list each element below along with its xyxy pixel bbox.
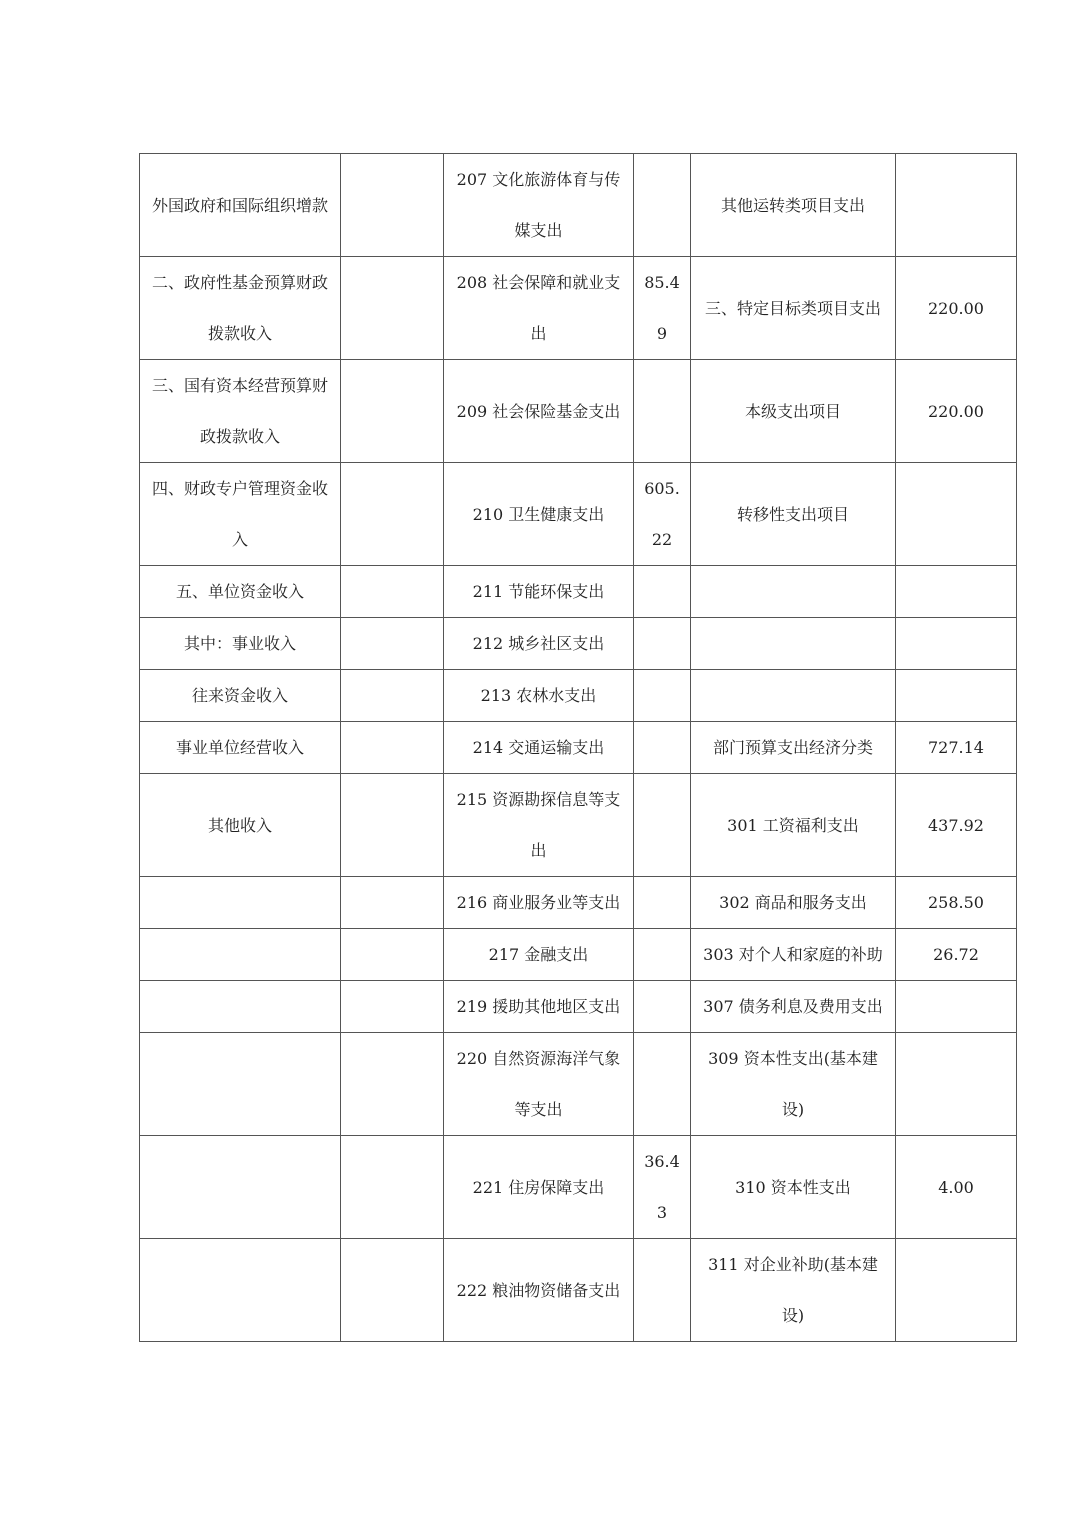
expense-function-cell: 222 粮油物资储备支出: [444, 1239, 634, 1342]
expense-project-cell: 307 债务利息及费用支出: [691, 981, 896, 1033]
expense-function-amount-cell: [634, 670, 691, 722]
income-item-cell: 往来资金收入: [140, 670, 341, 722]
expense-function-cell: 209 社会保险基金支出: [444, 360, 634, 463]
income-item-cell: 事业单位经营收入: [140, 722, 341, 774]
expense-project-cell: 302 商品和服务支出: [691, 877, 896, 929]
expense-function-amount-cell: [634, 877, 691, 929]
expense-function-cell: 216 商业服务业等支出: [444, 877, 634, 929]
table-row: [140, 1033, 1017, 1136]
income-amount-cell: [341, 566, 444, 618]
expense-function-amount-cell: [634, 774, 691, 877]
expense-project-cell: 本级支出项目: [691, 360, 896, 463]
expense-function-amount-cell: [634, 154, 691, 257]
income-amount-cell: [341, 360, 444, 463]
expense-function-amount-cell: [634, 618, 691, 670]
income-item-cell: 其他收入: [140, 774, 341, 877]
expense-project-cell: 部门预算支出经济分类: [691, 722, 896, 774]
expense-function-cell: 220 自然资源海洋气象等支出: [444, 1033, 634, 1136]
expense-function-cell: 207 文化旅游体育与传媒支出: [444, 154, 634, 257]
table-row: [140, 463, 1017, 566]
income-item-cell: 五、单位资金收入: [140, 566, 341, 618]
expense-function-amount-cell: 36.43: [634, 1136, 691, 1239]
income-amount-cell: [341, 154, 444, 257]
expense-project-amount-cell: 4.00: [896, 1136, 1017, 1239]
expense-project-amount-cell: 220.00: [896, 257, 1017, 360]
expense-function-cell: 217 金融支出: [444, 929, 634, 981]
expense-project-amount-cell: 26.72: [896, 929, 1017, 981]
income-amount-cell: [341, 1239, 444, 1342]
table-row: [140, 774, 1017, 877]
table-body: [140, 154, 1017, 1342]
expense-project-cell: [691, 566, 896, 618]
table-row: [140, 1136, 1017, 1239]
expense-function-amount-cell: [634, 360, 691, 463]
budget-table: [139, 153, 1017, 1342]
expense-function-amount-cell: [634, 1033, 691, 1136]
expense-function-cell: 215 资源勘探信息等支出: [444, 774, 634, 877]
table-row: [140, 566, 1017, 618]
expense-function-amount-cell: [634, 929, 691, 981]
income-amount-cell: [341, 1136, 444, 1239]
table-row: [140, 670, 1017, 722]
expense-project-amount-cell: [896, 670, 1017, 722]
expense-project-amount-cell: 220.00: [896, 360, 1017, 463]
expense-function-amount-cell: [634, 566, 691, 618]
table-row: [140, 981, 1017, 1033]
income-item-cell: [140, 877, 341, 929]
expense-project-amount-cell: 258.50: [896, 877, 1017, 929]
expense-function-amount-cell: 85.49: [634, 257, 691, 360]
expense-function-cell: 213 农林水支出: [444, 670, 634, 722]
expense-project-amount-cell: [896, 981, 1017, 1033]
income-item-cell: 外国政府和国际组织增款: [140, 154, 341, 257]
expense-function-cell: 211 节能环保支出: [444, 566, 634, 618]
expense-project-amount-cell: [896, 1033, 1017, 1136]
income-item-cell: 四、财政专户管理资金收入: [140, 463, 341, 566]
income-amount-cell: [341, 618, 444, 670]
expense-project-cell: [691, 618, 896, 670]
expense-project-cell: 310 资本性支出: [691, 1136, 896, 1239]
income-amount-cell: [341, 877, 444, 929]
expense-project-cell: [691, 670, 896, 722]
income-amount-cell: [341, 981, 444, 1033]
expense-project-amount-cell: 437.92: [896, 774, 1017, 877]
expense-project-cell: 311 对企业补助(基本建设): [691, 1239, 896, 1342]
table-row: [140, 877, 1017, 929]
table-row: [140, 929, 1017, 981]
expense-project-cell: 303 对个人和家庭的补助: [691, 929, 896, 981]
expense-function-cell: 210 卫生健康支出: [444, 463, 634, 566]
expense-project-cell: 三、特定目标类项目支出: [691, 257, 896, 360]
income-item-cell: [140, 929, 341, 981]
income-item-cell: 三、国有资本经营预算财政拨款收入: [140, 360, 341, 463]
income-amount-cell: [341, 257, 444, 360]
income-item-cell: [140, 1033, 341, 1136]
table-row: [140, 257, 1017, 360]
expense-function-cell: 221 住房保障支出: [444, 1136, 634, 1239]
table-row: [140, 360, 1017, 463]
expense-project-amount-cell: 727.14: [896, 722, 1017, 774]
expense-function-amount-cell: 605.22: [634, 463, 691, 566]
expense-project-amount-cell: [896, 566, 1017, 618]
expense-function-amount-cell: [634, 981, 691, 1033]
expense-function-cell: 208 社会保障和就业支出: [444, 257, 634, 360]
income-amount-cell: [341, 670, 444, 722]
income-item-cell: [140, 1136, 341, 1239]
expense-project-amount-cell: [896, 1239, 1017, 1342]
expense-project-cell: 其他运转类项目支出: [691, 154, 896, 257]
income-item-cell: 二、政府性基金预算财政拨款收入: [140, 257, 341, 360]
expense-function-cell: 214 交通运输支出: [444, 722, 634, 774]
income-amount-cell: [341, 722, 444, 774]
table-row: [140, 1239, 1017, 1342]
income-amount-cell: [341, 929, 444, 981]
expense-function-cell: 212 城乡社区支出: [444, 618, 634, 670]
table-row: [140, 154, 1017, 257]
expense-project-cell: 转移性支出项目: [691, 463, 896, 566]
expense-project-amount-cell: [896, 618, 1017, 670]
expense-project-cell: 309 资本性支出(基本建设): [691, 1033, 896, 1136]
expense-function-amount-cell: [634, 1239, 691, 1342]
income-amount-cell: [341, 463, 444, 566]
table-row: [140, 618, 1017, 670]
income-item-cell: [140, 981, 341, 1033]
income-item-cell: [140, 1239, 341, 1342]
expense-project-cell: 301 工资福利支出: [691, 774, 896, 877]
table-row: [140, 722, 1017, 774]
income-amount-cell: [341, 774, 444, 877]
expense-function-amount-cell: [634, 722, 691, 774]
income-item-cell: 其中：事业收入: [140, 618, 341, 670]
expense-function-cell: 219 援助其他地区支出: [444, 981, 634, 1033]
expense-project-amount-cell: [896, 463, 1017, 566]
expense-project-amount-cell: [896, 154, 1017, 257]
income-amount-cell: [341, 1033, 444, 1136]
